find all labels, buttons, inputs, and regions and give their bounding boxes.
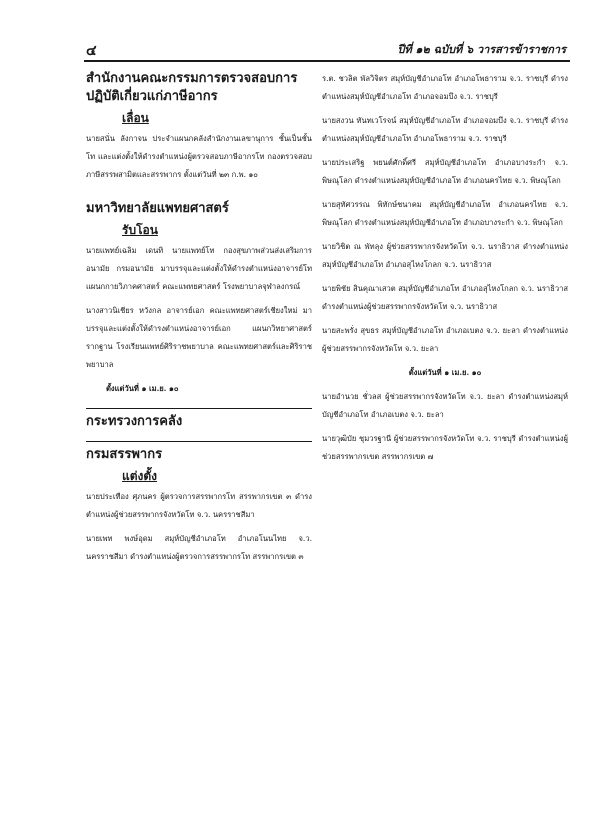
org-heading-medical-university: มหาวิทยาลัยแพทยศาสตร์ [86,201,229,216]
org-heading-tax-audit: สำนักงานคณะกรรมการตรวจสอบการปฏิบัติเกี่ยวแก่ภาษีอากร [86,71,298,104]
effective-date: ตั้งแต่วันที่ ๑ เม.ย. ๑๐ [106,384,179,393]
subheading-transfer: รับโอน [122,223,158,237]
department-heading: กรมสรรพากร [86,447,163,462]
left-column [86,70,312,572]
entry-text: ร.ต. ชวลิต พัลวิจิตร สมุห์บัญชีอำเภอโท อำเภอโพธาราม จ.ว. ราชบุรี ดำรงตำแหน่งสมุห์บัญชีอำเภอโท อำเภอจอมบึง จ.ว. ราชบุรี [322,74,568,101]
entry-text: นายประเสริฐ พยนต์ศักดิ์ศรี สมุห์บัญชีอำเภอโท อำเภอบางระกำ จ.ว. พิษณุโลก ดำรงตำแหน่งสมุห์บัญชีอำเภอโท อำเภอนครไทย จ.ว. พิษณุโลก [322,158,568,185]
journal-title: ปีที่ ๑๒ ฉบับที่ ๖ วารสารข้าราชการ [397,43,566,56]
effective-date: ตั้งแต่วันที่ ๑ เม.ย. ๑๐ [408,368,482,377]
ministry-heading: กระทรวงการคลัง [86,414,183,429]
right-column [322,70,568,472]
entry-text: นายสงวน ทันทเวโรจน์ สมุห์บัญชีอำเภอโท อำเภอจอมบึง จ.ว. ราชบุรี ดำรงตำแหน่งสมุห์บัญชีอำเภอโท อำเภอโพธาราม จ.ว. ราชบุรี [322,116,568,143]
entry-text: นายสะพรั่ง สุขธร สมุห์บัญชีอำเภอโท อำเภอเบตง จ.ว. ยะลา ดำรงตำแหน่งผู้ช่วยสรรพากรจังหวัดโท จ.ว. ยะลา [322,326,568,353]
entry-text: นายประเทือง ศุภนคร ผู้ตรวจการสรรพากรโท สรรพากรเขต ๓ ดำรงตำแหน่งผู้ช่วยสรรพากรจังหวัดโท จ.ว. นครราชสีมา [86,492,312,519]
entry-text: นายสนั่น ลังกาจน ประจำแผนกคลังสำนักงานเลขานุการ ชั้นเป็นชั้นโท และแต่งตั้งให้ดำรงตำแหน่งผู้ตรวจสอบภาษีอากรโท กองตรวจสอบภาษีสรรพสามิตและสรรพากร ตั้งแต่วันที่ ๒๓ ก.พ. ๑๐ [86,134,312,179]
subheading-promotion: เลื่อน [122,111,149,125]
entry-text: นายเพท พงษ์อุดม สมุห์บัญชีอำเภอโท อำเภอโนนไทย จ.ว. นครราชสีมา ดำรงตำแหน่งผู้ตรวจการสรรพากรโท สรรพากรเขต ๓ [86,534,312,561]
header-rule [84,60,570,62]
entry-text: นายพิชัย สินคุณาเสวต สมุห์บัญชีอำเภอโท อำเภอสุไหงโกลก จ.ว. นราธิวาส ดำรงตำแหน่งผู้ช่วยสรรพากรจังหวัดโท จ.ว. นราธิวาส [322,284,568,311]
entry-text: นายแพทย์เฉลิม เดนทิ นายแพทย์โท กองสุขภาพส่วนส่งเสริมการอนามัย กรมอนามัย มาบรรจุและแต่งตั้งให้ดำรงตำแหน่งอาจารย์โท แผนกกายวิภาคศาสตร์ คณะแพทยศาสตร์ โรงพยาบาลจุฬาลงกรณ์ [86,246,312,291]
entry-text: นายวุฒิบัย ชุมวรฐานี ผู้ช่วยสรรพากรจังหวัดโท จ.ว. ราชบุรี ดำรงตำแหน่งผู้ช่วยสรรพากรเขต สรรพากรเขต ๗ [322,434,568,461]
entry-text: นายสุทัศวรรณ พิทักษ์ชนาคม สมุห์บัญชีอำเภอโท อำเภอนครไทย จ.ว. พิษณุโลก ดำรงตำแหน่งสมุห์บัญชีอำเภอโท อำเภอบางระกำ จ.ว. พิษณุโลก [322,200,568,227]
subheading-appointment: แต่งตั้ง [122,469,158,483]
entry-text: นายวิชิต ณ พัทลุง ผู้ช่วยสรรพากรจังหวัดโท จ.ว. นราธิวาส ดำรงตำแหน่งสมุห์บัญชีอำเภอโท อำเภอสุไหงโกลก จ.ว. นราธิวาส [322,242,568,269]
page-number: ๔ [86,43,97,59]
entry-text: นายอำนวย ชั่วลส ผู้ช่วยสรรพากรจังหวัดโท จ.ว. ยะลา ดำรงตำแหน่งสมุห์บัญชีอำเภอโท อำเภอเบตง จ.ว. ยะลา [322,392,568,419]
entry-text: นางสาวนิเชียร หวังกล อาจารย์เอก คณะแพทยศาสตร์เชียงใหม่ มาบรรจุและแต่งตั้งให้ดำรงตำแหน่งอาจารย์เอก แผนกวิทยาศาสตร์รากฐาน โรงเรียนแพทย์ศิริราชพยาบาล คณะแพทยศาสตร์และศิริราชพยาบาล [86,306,312,369]
